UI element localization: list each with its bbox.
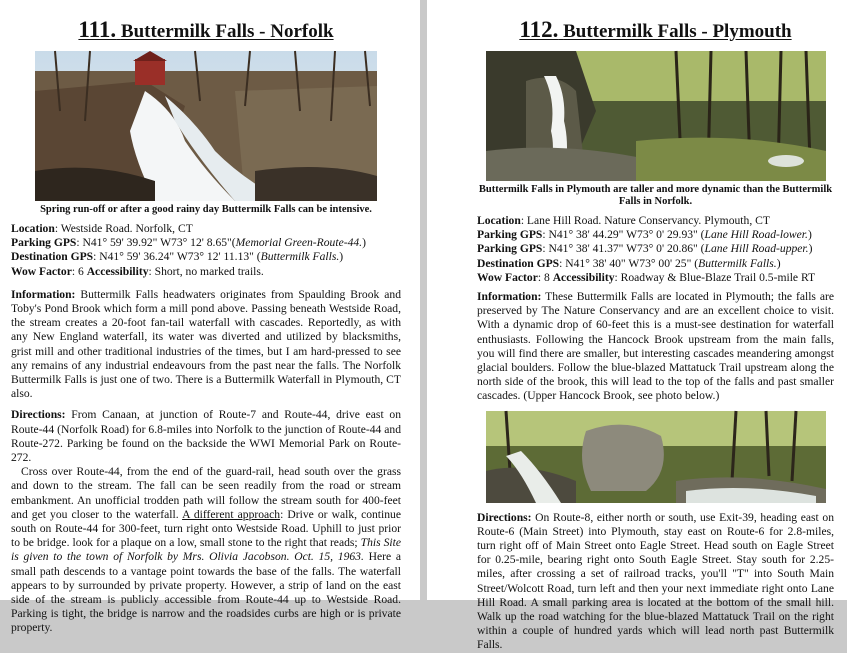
page-title: [11, 17, 401, 45]
different-approach-text: A different approach: [182, 507, 281, 521]
wow-accessibility-line: Wow Factor: 8 Accessibility: Roadway & Blue-Blaze Trail 0.5-mile RT: [477, 270, 816, 284]
parking-gps-line: Parking GPS: N41° 59' 39.92" W73° 12' 8.65"(Memorial Green-Route-44.): [11, 236, 366, 250]
directions-paragraph-2: Cross over Route-44, from the end of the guard-rail, head south over the grass and down to the stream. The fall can be seen readily from the road or stream embankment. An unofficial trodden path will follow the stream south for 400-feet and get you closer to the waterfall. A different approach: Drive or walk, continue south on Route-44 for 300-feet, turn right onto Westside Road. Uphill to just prior to be bridge. look for a plaque on a low, small stone to the right that reads; This Site is given to the town of Norfolk by Mrs. Olivia Jacobson. Oct. 15, 1963. Here a small path descends to a vantage point towards the base of the falls. The waterfall appears to by surrounded by private property. However, a strip of land on the east side of the stream is publicly accessible from Route-44 up to Westside Road. Parking is tight, the bridge is narrow and the roadsides curbs are high or is private property.: [11, 465, 401, 635]
entry-number: 112.: [519, 17, 559, 42]
parking-gps-line-2: Parking GPS: N41° 38' 41.37" W73° 0' 20.86" (Lane Hill Road-upper.): [477, 242, 813, 256]
waterfall-photo-norfolk: [35, 51, 377, 201]
right-page: [427, 0, 847, 652]
information-paragraph: Information: Buttermilk Falls headwaters originates from Spaulding Brook and Toby's Pond Brook which form a mill pond above. Passing beneath Westside Road, the stream creates a 20-foot fan-tail waterfall with cascades. Reportedly, as with any New England waterfall, its water was diverted and utilized by blacksmiths, grist mill and other traditional industries of the times, but I am hard-pressed to see any remains of any industrial endeavours from the past near the falls. The Norfolk Buttermilk Falls is just one of two. There is a Buttermilk Waterfall in Plymouth, CT also.: [11, 287, 401, 401]
upper-hancock-brook-photo: [486, 411, 826, 503]
information-paragraph: Information: These Buttermilk Falls are located in Plymouth; the falls are preserved by The Nature Conservancy and are an excellent choice to visit. With a dynamic drop of 60-feet this is a must-see destination for waterfall enthusiasts. Following the Hancock Brook upstream from the main falls, you will find there are smaller, but interesting cascades meandering amongst glacial boulders. Follow the blue-blazed Mattatuck Trail upstream along the north side of the brook, this will lead to the top of the falls and past smaller cascades. (Upper Hancock Brook, see photo below.): [477, 290, 834, 403]
page-title: [477, 17, 834, 45]
destination-gps-line: Destination GPS: N41° 38' 40" W73° 00' 25" (Buttermilk Falls.): [477, 256, 781, 270]
left-page: [0, 0, 420, 635]
entry-name: Buttermilk Falls - Norfolk: [120, 21, 334, 42]
waterfall-photo-plymouth: [486, 51, 826, 181]
upper-hancock-brook-photo-graphic: [486, 411, 826, 503]
waterfall-photo-norfolk-graphic: [35, 51, 377, 201]
parking-gps-line: Parking GPS: N41° 38' 44.29" W73° 0' 29.93" (Lane Hill Road-lower.): [477, 228, 812, 242]
destination-gps-line: Destination GPS: N41° 59' 36.24" W73° 12' 11.13" (Buttermilk Falls.): [11, 250, 344, 264]
location-line: Location: Lane Hill Road. Nature Conservancy. Plymouth, CT: [477, 214, 770, 227]
info-fields: [11, 222, 401, 279]
wow-accessibility-line: Wow Factor: 6 Accessibility: Short, no marked trails.: [11, 264, 264, 278]
directions-paragraph: Directions: On Route-8, either north or south, use Exit-39, heading east on Route-6 (Main Street) into Plymouth, stay east on Route-6 for 2.8-miles, turn right off of Main Street onto Eagle Street. Head south on Eagle Street for 0.25-mile, bearing right onto South Eagle Street. Stay south for 2.25-miles, after crossing a set of railroad tracks, you'll "T" into South Main Street/Wolcott Road, turn left and then your next immediate right onto Lane Hill Road. A small parking area is located at the bottom of the small hill. Walk up the road watching for the blue-blazed Mattatuck Trail on the right within a couple of hundred yards which will lead north past Buttermilk Falls.: [477, 510, 834, 652]
photo-caption: Buttermilk Falls in Plymouth are taller and more dynamic than the Buttermilk Falls in Norfolk.: [478, 184, 833, 207]
entry-number: 111.: [78, 17, 117, 42]
directions-paragraph: Directions: From Canaan, at junction of Route-7 and Route-44, drive east on Route-44 (Norfolk Road) for 6.8-miles into Norfolk to the junction of Route-44 and Route-272. Parking be found on the backside the WWI Memorial Park on Route-272.: [11, 408, 401, 465]
info-fields: [477, 214, 834, 285]
location-line: Location: Westside Road. Norfolk, CT: [11, 222, 193, 235]
plaque-quote: This Site is given to the town of Norfolk by Mrs. Olivia Jacobson. Oct. 15, 1963.: [11, 536, 401, 564]
waterfall-photo-plymouth-graphic: [486, 51, 826, 181]
entry-name: Buttermilk Falls - Plymouth: [563, 21, 792, 42]
photo-caption: Spring run-off or after a good rainy day Buttermilk Falls can be intensive.: [40, 204, 372, 215]
